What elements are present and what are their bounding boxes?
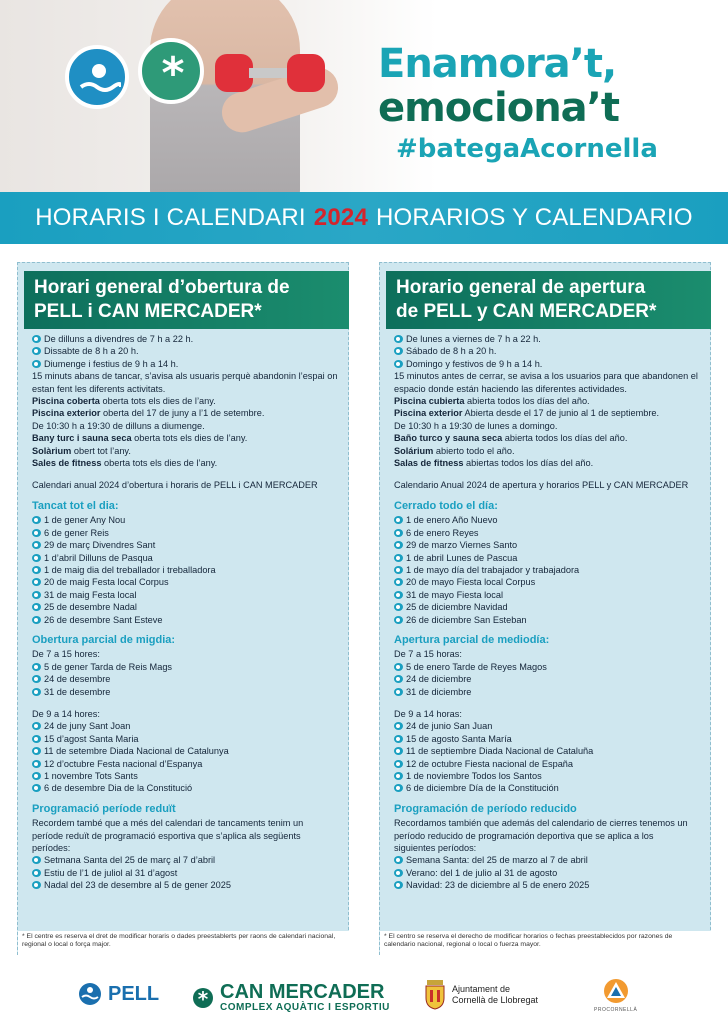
bullet-icon xyxy=(32,663,41,671)
bullet-icon xyxy=(32,516,41,524)
list-item: 29 de marzo Viernes Santo xyxy=(394,539,706,551)
notice-text: estan fent les diferents activitats. xyxy=(32,383,166,394)
facility-line: Salas de fitness abiertas todos los días del año. xyxy=(394,458,594,469)
title-banner xyxy=(0,192,728,244)
hashtag: #bategaAcornella xyxy=(396,134,658,164)
list-item: Dissabte de 8 h a 20 h. xyxy=(32,345,344,357)
ajuntament-line-1: Ajuntament de xyxy=(452,984,511,994)
bullet-icon xyxy=(32,578,41,586)
facility-line: Piscina exterior Abierta desde el 17 de junio al 1 de septiembre. xyxy=(394,408,660,419)
facility-line: De 10:30 h a 19:30 de dilluns a diumenge. xyxy=(32,420,205,431)
facility-line: Piscina cubierta abierta todos los días del año. xyxy=(394,396,590,407)
panel-catalan xyxy=(17,262,349,955)
list-item: 15 de agosto Santa María xyxy=(394,733,706,745)
list-item: 20 de mayo Fiesta local Corpus xyxy=(394,576,706,588)
footnote-spanish: * El centro se reserva el derecho de modificar horarios o fechas preestablecidos por razones de calendario nacional, regional o local o fuerza mayor. xyxy=(380,931,712,956)
bullet-icon xyxy=(394,335,403,343)
list-item: 1 de maig dia del treballador i treballadora xyxy=(32,564,344,576)
list-item: 11 de setembre Diada Nacional de Catalunya xyxy=(32,745,344,757)
panel-body-catalan xyxy=(32,333,344,892)
reduced-text: Recordem també que a més del calendari de tancaments tenim un xyxy=(32,818,304,829)
bullet-icon xyxy=(394,616,403,624)
bullet-icon xyxy=(32,688,41,696)
list-item: 20 de maig Festa local Corpus xyxy=(32,576,344,588)
list-item: 11 de septiembre Diada Nacional de Cataluña xyxy=(394,745,706,757)
bullet-icon xyxy=(32,554,41,562)
bullet-icon xyxy=(394,603,403,611)
bullet-icon xyxy=(394,688,403,696)
section-heading-partial: Apertura parcial de mediodía: xyxy=(394,633,550,646)
asterisk-bubble-icon xyxy=(138,38,204,104)
list-item: Setmana Santa del 25 de març al 7 d’abril xyxy=(32,854,344,866)
notice-text: espacio donde están haciendo las diferentes actividades. xyxy=(394,383,627,394)
panel-title-line-1: Horari general d’obertura de xyxy=(34,277,290,298)
list-item: 15 d’agost Santa Maria xyxy=(32,733,344,745)
coat-of-arms-icon xyxy=(424,980,446,1010)
list-item: 12 de octubre Fiesta nacional de España xyxy=(394,758,706,770)
annual-calendar-text: Calendario Anual 2024 de apertura y horarios PELL y CAN MERCADER xyxy=(394,480,689,491)
list-item: Sábado de 8 h a 20 h. xyxy=(394,345,706,357)
bullet-icon xyxy=(32,747,41,755)
facility-line: Solàrium obert tot l’any. xyxy=(32,445,131,456)
list-item: Verano: del 1 de julio al 31 de agosto xyxy=(394,867,706,879)
bullet-icon xyxy=(394,760,403,768)
list-item: 1 de abril Lunes de Pascua xyxy=(394,552,706,564)
bullet-icon xyxy=(394,578,403,586)
list-item: Diumenge i festius de 9 h a 14 h. xyxy=(32,358,344,370)
bullet-icon xyxy=(32,722,41,730)
list-item: 6 de gener Reis xyxy=(32,527,344,539)
bullet-icon xyxy=(394,772,403,780)
bullet-icon xyxy=(394,747,403,755)
list-item: De lunes a viernes de 7 h a 22 h. xyxy=(394,333,706,345)
reduced-text: Recordamos también que además del calendario de cierres tenemos un xyxy=(394,818,688,829)
list-item: Navidad: 23 de diciembre al 5 de enero 2025 xyxy=(394,879,706,891)
procornella-emblem-icon xyxy=(601,978,631,1006)
list-item: 1 de noviembre Todos los Santos xyxy=(394,770,706,782)
facility-line: Baño turco y sauna seca abierta todos los días del año. xyxy=(394,433,628,444)
banner-title-spanish: HORARIOS Y CALENDARIO xyxy=(376,204,693,231)
list-item: 25 de diciembre Navidad xyxy=(394,601,706,613)
procornella-text: PROCORNELLÀ xyxy=(594,1007,638,1013)
list-item: Semana Santa: del 25 de marzo al 7 de abril xyxy=(394,854,706,866)
section-heading-reduced: Programació període reduït xyxy=(32,802,176,815)
pell-logo-text: PELL xyxy=(108,982,160,1005)
bullet-icon xyxy=(394,735,403,743)
panel-spanish xyxy=(379,262,711,955)
list-item: 1 d’abril Dilluns de Pasqua xyxy=(32,552,344,564)
section-heading-closed: Cerrado todo el día: xyxy=(394,499,498,512)
section-heading-reduced: Programación de período reducido xyxy=(394,802,577,815)
list-item: 1 de gener Any Nou xyxy=(32,514,344,526)
list-item: 6 de diciembre Día de la Constitución xyxy=(394,782,706,794)
pell-logo xyxy=(78,982,159,1006)
bullet-icon xyxy=(32,566,41,574)
list-item: Domingo y festivos de 9 h a 14 h. xyxy=(394,358,706,370)
slogan xyxy=(378,42,698,164)
reduced-text: períodes: xyxy=(32,843,71,854)
facility-line: Sales de fitness oberta tots els dies de l’any. xyxy=(32,458,218,469)
bullet-icon xyxy=(32,772,41,780)
bullet-icon xyxy=(32,541,41,549)
slogan-line-2: emociona’t xyxy=(378,85,619,131)
reduced-text: siguientes períodos: xyxy=(394,843,477,854)
list-item: 12 d’octubre Festa nacional d’Espanya xyxy=(32,758,344,770)
bullet-icon xyxy=(394,529,403,537)
bullet-icon xyxy=(32,335,41,343)
bullet-icon xyxy=(394,869,403,877)
svg-text:*: * xyxy=(161,50,185,96)
list-item: 31 de mayo Fiesta local xyxy=(394,589,706,601)
partial-hours-heading: De 7 a 15 horas: xyxy=(394,649,462,660)
list-item: 24 de juny Sant Joan xyxy=(32,720,344,732)
list-item: 24 de diciembre xyxy=(394,673,706,685)
can-mercader-subtitle: COMPLEX AQUÀTIC I ESPORTIU xyxy=(220,1002,390,1013)
bullet-icon xyxy=(32,735,41,743)
partial-hours-heading: De 9 a 14 horas: xyxy=(394,708,462,719)
panel-title-line-2: de PELL y CAN MERCADER* xyxy=(396,301,657,322)
notice-text: 15 minuts abans de tancar, s’avisa als usuaris perquè abandonin l’espai on xyxy=(32,371,338,382)
list-item: De dilluns a divendres de 7 h a 22 h. xyxy=(32,333,344,345)
bullet-icon xyxy=(394,591,403,599)
facility-line: Bany turc i sauna seca oberta tots els dies de l’any. xyxy=(32,433,248,444)
bullet-icon xyxy=(32,784,41,792)
reduced-text: período reducido de programación deportiva que se aplica a los xyxy=(394,830,654,841)
list-item: 29 de març Divendres Sant xyxy=(32,539,344,551)
can-mercader-asterisk-icon xyxy=(192,987,214,1009)
can-mercader-logo xyxy=(192,982,390,1013)
banner-title-catalan: HORARIS I CALENDARI xyxy=(35,204,306,231)
panel-title-line-1: Horario general de apertura xyxy=(396,277,646,298)
bullet-icon xyxy=(394,784,403,792)
list-item: 1 novembre Tots Sants xyxy=(32,770,344,782)
bullet-icon xyxy=(32,591,41,599)
bullet-icon xyxy=(32,856,41,864)
panel-body-spanish xyxy=(394,333,706,892)
bullet-icon xyxy=(32,675,41,683)
banner-year: 2024 xyxy=(313,204,368,231)
bullet-icon xyxy=(394,541,403,549)
list-item: Estiu de l’1 de juliol al 31 d’agost xyxy=(32,867,344,879)
bullet-icon xyxy=(394,360,403,368)
footnote-catalan: * El centre es reserva el dret de modificar horaris o dades preestablerts per raons de calendari nacional, regional o local o força major. xyxy=(18,931,350,956)
list-item: 31 de diciembre xyxy=(394,686,706,698)
bullet-icon xyxy=(394,347,403,355)
list-item: 5 de enero Tarde de Reyes Magos xyxy=(394,661,706,673)
facility-line: De 10:30 h a 19:30 de lunes a domingo. xyxy=(394,420,558,431)
list-item: 26 de diciembre San Esteban xyxy=(394,614,706,626)
list-item: 26 de desembre Sant Esteve xyxy=(32,614,344,626)
bullet-icon xyxy=(394,722,403,730)
ajuntament-line-2: Cornellà de Llobregat xyxy=(452,995,539,1005)
partial-hours-heading: De 7 a 15 hores: xyxy=(32,649,100,660)
bullet-icon xyxy=(394,566,403,574)
procornella-logo xyxy=(594,978,637,1013)
bullet-icon xyxy=(32,360,41,368)
footer-logos xyxy=(0,970,728,1030)
list-item: 5 de gener Tarda de Reis Mags xyxy=(32,661,344,673)
bullet-icon xyxy=(32,760,41,768)
facility-line: Solárium abierto todo el año. xyxy=(394,445,515,456)
panel-title-line-2: PELL i CAN MERCADER* xyxy=(34,301,262,322)
panel-title-catalan xyxy=(24,271,349,329)
bullet-icon xyxy=(394,856,403,864)
svg-text:*: * xyxy=(197,986,209,1009)
bullet-icon xyxy=(394,516,403,524)
list-item: 24 de desembre xyxy=(32,673,344,685)
list-item: 6 de desembre Dia de la Constitució xyxy=(32,782,344,794)
dumbbell-icon xyxy=(215,50,325,96)
panel-title-spanish xyxy=(386,271,711,329)
bullet-icon xyxy=(32,616,41,624)
facility-line: Piscina exterior oberta del 17 de juny a l’1 de setembre. xyxy=(32,408,265,419)
slogan-line-1: Enamora’t, xyxy=(378,41,617,87)
list-item: 6 de enero Reyes xyxy=(394,527,706,539)
partial-hours-heading: De 9 a 14 hores: xyxy=(32,708,100,719)
bullet-icon xyxy=(32,347,41,355)
bullet-icon xyxy=(394,663,403,671)
ajuntament-logo xyxy=(424,980,538,1010)
bullet-icon xyxy=(394,881,403,889)
section-heading-closed: Tancat tot el dia: xyxy=(32,499,119,512)
list-item: 1 de enero Año Nuevo xyxy=(394,514,706,526)
can-mercader-name: CAN MERCADER xyxy=(220,981,385,1003)
hero-photo xyxy=(20,0,350,192)
bullet-icon xyxy=(32,869,41,877)
swimmer-bubble-icon xyxy=(65,45,129,109)
list-item: Nadal del 23 de desembre al 5 de gener 2025 xyxy=(32,879,344,891)
pell-swimmer-icon xyxy=(78,982,102,1006)
section-heading-partial: Obertura parcial de migdia: xyxy=(32,633,176,646)
list-item: 31 de maig Festa local xyxy=(32,589,344,601)
notice-text: 15 minutos antes de cerrar, se avisa a los usuarios para que abandonen el xyxy=(394,371,698,382)
hero-banner xyxy=(0,0,728,192)
facility-line: Piscina coberta oberta tots els dies de l’any. xyxy=(32,396,216,407)
reduced-text: període reduït de programació esportiva que s’aplica als següents xyxy=(32,830,301,841)
list-item: 1 de mayo día del trabajador y trabajadora xyxy=(394,564,706,576)
list-item: 25 de desembre Nadal xyxy=(32,601,344,613)
bullet-icon xyxy=(394,675,403,683)
list-item: 31 de desembre xyxy=(32,686,344,698)
list-item: 24 de junio San Juan xyxy=(394,720,706,732)
bullet-icon xyxy=(394,554,403,562)
bullet-icon xyxy=(32,529,41,537)
bullet-icon xyxy=(32,881,41,889)
annual-calendar-text: Calendari anual 2024 d’obertura i horaris de PELL i CAN MERCADER xyxy=(32,480,318,491)
bullet-icon xyxy=(32,603,41,611)
